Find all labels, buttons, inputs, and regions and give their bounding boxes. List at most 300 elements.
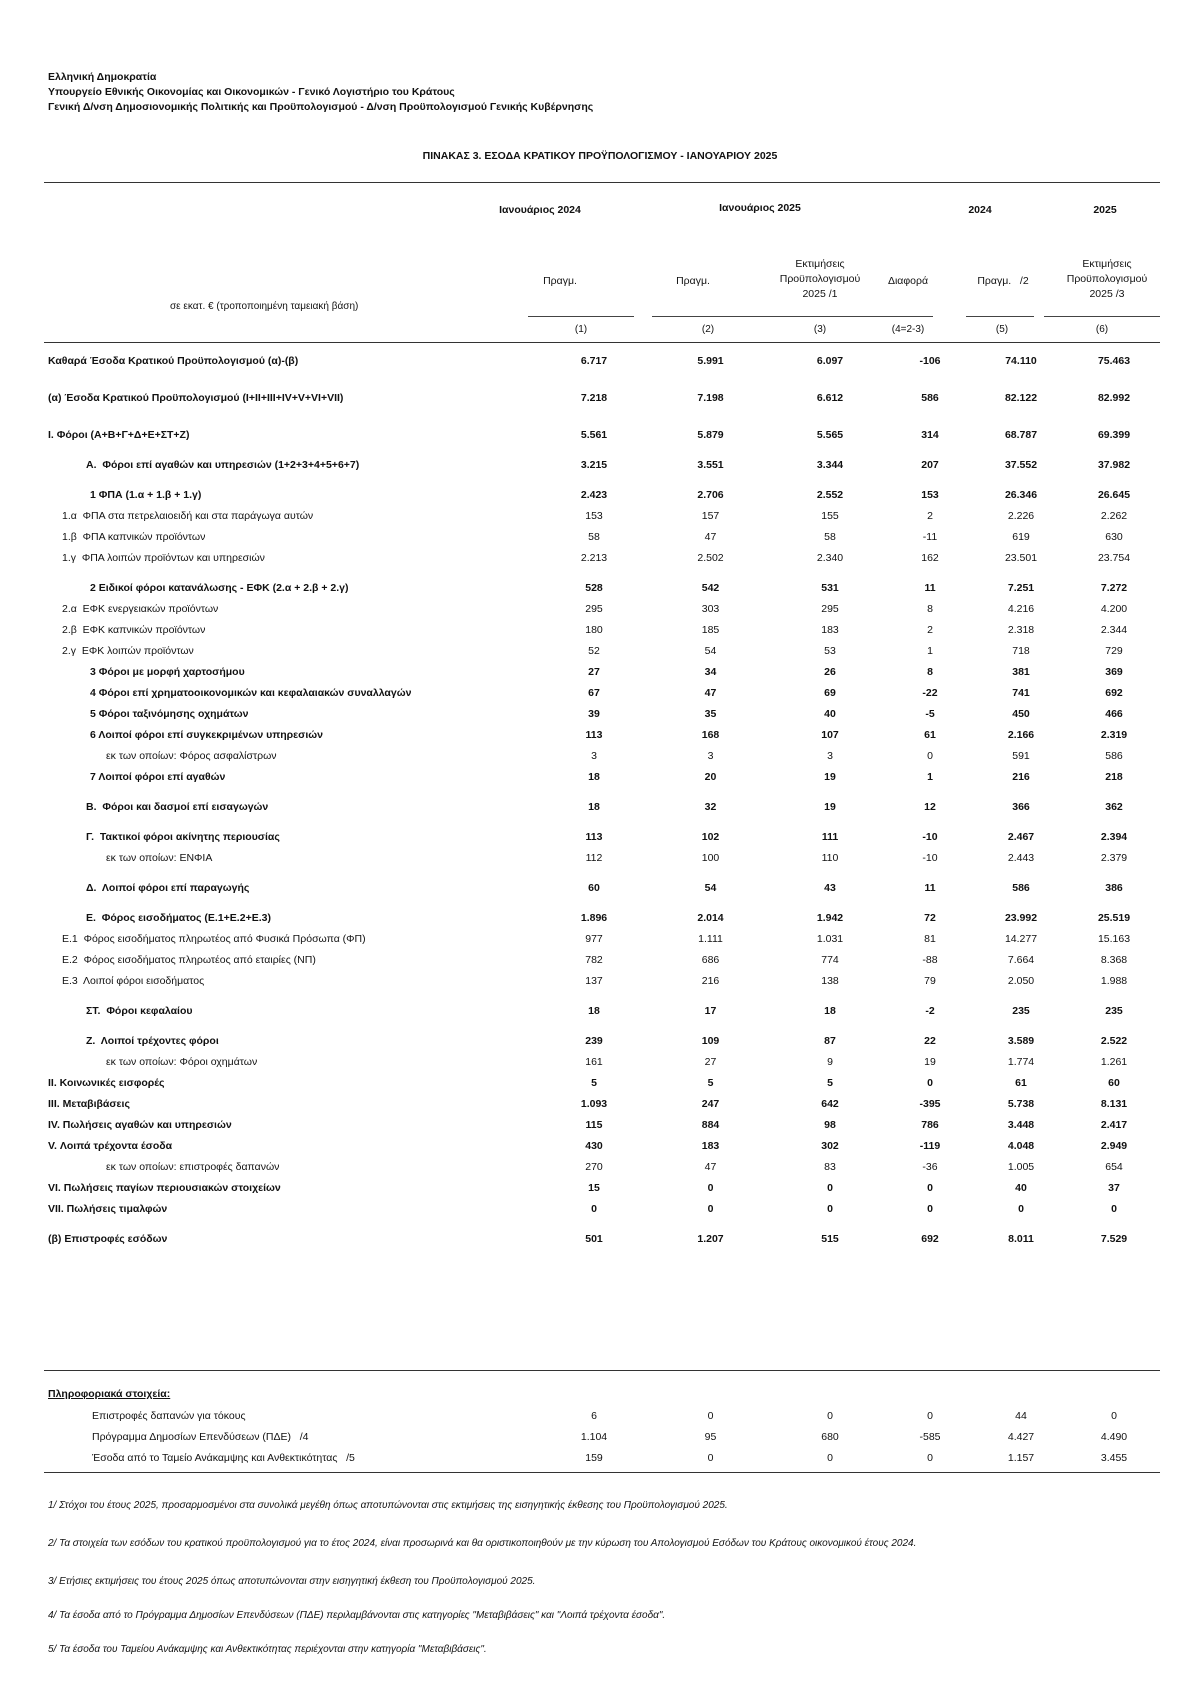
table-row: [44, 1051, 1160, 1072]
value-cell-col1: 0: [591, 1202, 597, 1215]
value-cell-col5: 4.048: [1007, 1139, 1035, 1152]
value-cell-col4: -10: [922, 830, 938, 843]
value-cell-col4: -5: [925, 707, 935, 720]
footnote-2: 2/ Τα στοιχεία των εσόδων του κρατικού προϋπολογισμού για το έτος 2024, είναι προσωρινά και θα οριστικοποιηθούν με την κύρωση του Απολογισμού Εσόδων του Κράτους οικονομικού έτους 2024.: [48, 1538, 917, 1549]
value-cell-col6: 2.949: [1100, 1139, 1128, 1152]
value-cell-col3: 295: [821, 602, 839, 615]
value-cell-col1: 7.218: [580, 391, 608, 404]
value-cell-col6: 75.463: [1097, 354, 1131, 367]
table-row: [44, 877, 1160, 898]
value-cell-col6: 26.645: [1097, 488, 1131, 501]
value-cell-col4: 0: [927, 1076, 933, 1089]
info-value-col4: 0: [927, 1409, 933, 1422]
row-label: (α) Έσοδα Κρατικού Προϋπολογισμού (I+II+III+IV+V+VI+VII): [48, 391, 344, 404]
info-value-col6: 4.490: [1100, 1430, 1128, 1443]
value-cell-col3: 110: [821, 851, 839, 864]
value-cell-col1: 2.423: [580, 488, 608, 501]
value-cell-col6: 630: [1105, 530, 1123, 543]
value-cell-col6: 1.988: [1100, 974, 1128, 987]
value-cell-col3: 111: [821, 830, 839, 843]
info-value-col1: 159: [585, 1451, 603, 1464]
value-cell-col5: 619: [1012, 530, 1030, 543]
value-cell-col2: 17: [704, 1004, 717, 1017]
value-cell-col1: 782: [585, 953, 603, 966]
value-cell-col5: 5.738: [1007, 1097, 1035, 1110]
table-row: [44, 703, 1160, 724]
value-cell-col4: 0: [927, 749, 933, 762]
table-row: [44, 724, 1160, 745]
value-cell-col1: 239: [585, 1034, 603, 1047]
row-spacer: [44, 817, 1160, 826]
value-cell-col1: 1.896: [580, 911, 608, 924]
table-row: [44, 949, 1160, 970]
value-cell-col3: 19: [824, 770, 836, 783]
footnote-1: 1/ Στόχοι του έτους 2025, προσαρμοσμένοι στα συνολικά μεγέθη όπως αποτυπώνονται στις εκτιμήσεις της εισηγητικής έκθεσης του Προϋπολογισμού 2025.: [48, 1500, 728, 1511]
value-cell-col5: 82.122: [1004, 391, 1038, 404]
value-cell-col4: 0: [927, 1202, 933, 1215]
col-code-3: (3): [813, 324, 827, 335]
value-cell-col5: 366: [1012, 800, 1030, 813]
value-cell-col4: 786: [921, 1118, 939, 1131]
value-cell-col6: 729: [1105, 644, 1123, 657]
value-cell-col4: 162: [921, 551, 939, 564]
value-cell-col1: 18: [588, 1004, 600, 1017]
value-cell-col5: 741: [1012, 686, 1030, 699]
value-cell-col6: 466: [1105, 707, 1123, 720]
table-row: [44, 745, 1160, 766]
value-cell-col2: 109: [701, 1034, 720, 1047]
table-row: [44, 1228, 1160, 1249]
value-cell-col3: 1.031: [816, 932, 844, 945]
table-row: [44, 454, 1160, 475]
value-cell-col2: 185: [701, 623, 720, 636]
row-label: 4 Φόροι επί χρηματοοικονομικών και κεφαλαιακών συναλλαγών: [90, 686, 412, 699]
value-cell-col3: 2.552: [816, 488, 844, 501]
value-cell-col4: 153: [921, 488, 939, 501]
value-cell-col6: 2.262: [1100, 509, 1128, 522]
value-cell-col6: 7.272: [1100, 581, 1128, 594]
value-cell-col6: 586: [1105, 749, 1123, 762]
row-label: II. Κοινωνικές εισφορές: [48, 1076, 165, 1089]
col-header-5: Πραγμ. /2: [977, 275, 1029, 287]
value-cell-col2: 3: [707, 749, 714, 762]
value-cell-col5: 37.552: [1004, 458, 1038, 471]
value-cell-col2: 542: [701, 581, 720, 594]
info-top-rule: [44, 1370, 1160, 1371]
value-cell-col6: 362: [1105, 800, 1123, 813]
value-cell-col2: 0: [707, 1202, 714, 1215]
value-cell-col2: 47: [704, 1160, 717, 1173]
row-spacer: [44, 868, 1160, 877]
header-bottom-rule: [44, 342, 1160, 343]
row-label: Ε.2 Φόρος εισοδήματος πληρωτέος από εταιρίες (ΝΠ): [62, 953, 316, 966]
organization-header: [48, 70, 593, 115]
value-cell-col6: 235: [1105, 1004, 1123, 1017]
info-value-col3: 0: [827, 1451, 833, 1464]
row-label: 7 Λοιποί φόροι επί αγαθών: [90, 770, 226, 783]
header-underline: [528, 316, 634, 317]
value-cell-col2: 2.502: [697, 551, 724, 564]
value-cell-col6: 15.163: [1097, 932, 1131, 945]
value-cell-col2: 32: [704, 800, 717, 813]
value-cell-col2: 5: [707, 1076, 714, 1089]
value-cell-col2: 686: [701, 953, 720, 966]
value-cell-col3: 98: [824, 1118, 836, 1131]
value-cell-col3: 69: [824, 686, 836, 699]
info-value-col2: 0: [707, 1451, 714, 1464]
value-cell-col4: -106: [919, 354, 941, 367]
value-cell-col4: -88: [922, 953, 938, 966]
value-cell-col4: 1: [927, 770, 933, 783]
value-cell-col3: 183: [821, 623, 839, 636]
value-cell-col4: 11: [924, 881, 936, 894]
col-header-6-line: Εκτιμήσεις: [1082, 258, 1132, 270]
info-value-col5: 1.157: [1007, 1451, 1035, 1464]
value-cell-col5: 40: [1015, 1181, 1027, 1194]
col-header-3-line: Εκτιμήσεις: [795, 258, 845, 270]
top-rule: [44, 182, 1160, 183]
value-cell-col4: 207: [921, 458, 939, 471]
col-header-6-line: Προϋπολογισμού: [1066, 273, 1148, 285]
value-cell-col4: 314: [921, 428, 939, 441]
table-row: [44, 526, 1160, 547]
value-cell-col1: 153: [585, 509, 603, 522]
table-row: [44, 826, 1160, 847]
value-cell-col1: 112: [585, 851, 603, 864]
value-cell-col1: 501: [585, 1232, 603, 1245]
value-cell-col2: 54: [704, 881, 717, 894]
value-cell-col1: 5: [591, 1076, 597, 1089]
row-label: 5 Φόροι ταξινόμησης οχημάτων: [90, 707, 249, 720]
value-cell-col5: 3.448: [1007, 1118, 1035, 1131]
value-cell-col1: 137: [585, 974, 603, 987]
info-value-col6: 3.455: [1100, 1451, 1128, 1464]
value-cell-col1: 161: [585, 1055, 603, 1068]
value-cell-col1: 6.717: [580, 354, 608, 367]
info-row-label: Επιστροφές δαπανών για τόκους: [92, 1409, 246, 1422]
value-cell-col2: 1.207: [697, 1232, 724, 1245]
value-cell-col2: 7.198: [697, 391, 724, 404]
value-cell-col4: 22: [924, 1034, 936, 1047]
value-cell-col6: 692: [1105, 686, 1123, 699]
value-cell-col3: 642: [821, 1097, 839, 1110]
value-cell-col1: 27: [588, 665, 600, 678]
value-cell-col5: 235: [1012, 1004, 1030, 1017]
table-row: [44, 1000, 1160, 1021]
table-row: [44, 661, 1160, 682]
row-label: 6 Λοιποί φόροι επί συγκεκριμένων υπηρεσιών: [90, 728, 323, 741]
value-cell-col6: 654: [1105, 1160, 1123, 1173]
col-header-4: Διαφορά: [887, 275, 929, 287]
table-row: [44, 766, 1160, 787]
value-cell-col1: 430: [585, 1139, 603, 1152]
col-group-jan2025: Ιανουάριος 2025: [719, 202, 801, 214]
value-cell-col3: 515: [821, 1232, 839, 1245]
value-cell-col2: 54: [704, 644, 717, 657]
row-spacer: [44, 408, 1160, 424]
value-cell-col1: 3.215: [580, 458, 608, 471]
value-cell-col4: -11: [922, 530, 938, 543]
table-row: [44, 619, 1160, 640]
value-cell-col4: -2: [925, 1004, 935, 1017]
value-cell-col5: 2.166: [1007, 728, 1035, 741]
row-label: εκ των οποίων: επιστροφές δαπανών: [106, 1160, 280, 1173]
col-header-3: [760, 257, 880, 302]
table-row: [44, 547, 1160, 568]
value-cell-col4: 19: [924, 1055, 936, 1068]
value-cell-col4: 61: [924, 728, 936, 741]
col-code-2: (2): [701, 324, 715, 335]
row-label: 2 Ειδικοί φόροι κατανάλωσης - ΕΦΚ (2.α + 2.β + 2.γ): [90, 581, 349, 594]
value-cell-col6: 2.522: [1100, 1034, 1128, 1047]
value-cell-col3: 58: [824, 530, 836, 543]
value-cell-col3: 83: [824, 1160, 836, 1173]
value-cell-col3: 5: [827, 1076, 833, 1089]
value-cell-col4: -36: [922, 1160, 938, 1173]
value-cell-col1: 67: [588, 686, 600, 699]
row-label: Δ. Λοιποί φόροι επί παραγωγής: [86, 881, 250, 894]
row-label: Ζ. Λοιποί τρέχοντες φόροι: [86, 1034, 219, 1047]
value-cell-col5: 381: [1012, 665, 1030, 678]
value-cell-col1: 5.561: [580, 428, 608, 441]
value-cell-col2: 34: [704, 665, 717, 678]
table-row: [44, 1030, 1160, 1051]
value-cell-col2: 157: [701, 509, 720, 522]
col-group-2024: 2024: [968, 204, 992, 216]
value-cell-col4: 2: [927, 509, 933, 522]
header-underline: [966, 316, 1034, 317]
table-row: [44, 928, 1160, 949]
row-label: εκ των οποίων: Φόροι οχημάτων: [106, 1055, 258, 1068]
info-table: [44, 1405, 1160, 1468]
table-row: [44, 387, 1160, 408]
col-header-3-line: Προϋπολογισμού: [779, 273, 861, 285]
value-cell-col2: 100: [701, 851, 720, 864]
value-cell-col4: -10: [922, 851, 938, 864]
info-row-label: Πρόγραμμα Δημοσίων Επενδύσεων (ΠΔΕ) /4: [92, 1430, 309, 1443]
row-spacer: [44, 445, 1160, 454]
value-cell-col6: 2.344: [1100, 623, 1128, 636]
row-spacer: [44, 1021, 1160, 1030]
value-cell-col4: 81: [924, 932, 936, 945]
row-label: 2.γ ΕΦΚ λοιπών προϊόντων: [62, 644, 194, 657]
footnote-5: 5/ Τα έσοδα του Ταμείου Ανάκαμψης και Ανθεκτικότητας περιέχονται στην κατηγορία "Μεταβιβάσεις".: [48, 1644, 487, 1655]
row-label: V. Λοιπά τρέχοντα έσοδα: [48, 1139, 173, 1152]
row-label: Καθαρά Έσοδα Κρατικού Προϋπολογισμού (α)-(β): [48, 354, 299, 367]
info-value-col3: 0: [827, 1409, 833, 1422]
row-label: Β. Φόροι και δασμοί επί εισαγωγών: [86, 800, 269, 813]
value-cell-col5: 2.318: [1007, 623, 1035, 636]
value-cell-col3: 138: [821, 974, 839, 987]
unit-label: σε εκατ. € (τροποποιημένη ταμειακή βάση): [170, 301, 359, 312]
col-header-1: Πραγμ.: [543, 275, 577, 287]
value-cell-col5: 7.664: [1007, 953, 1035, 966]
value-cell-col1: 3: [591, 749, 597, 762]
row-label: 1.γ ΦΠΑ λοιπών προϊόντων και υπηρεσιών: [62, 551, 265, 564]
value-cell-col3: 531: [821, 581, 839, 594]
value-cell-col2: 216: [701, 974, 720, 987]
value-cell-col4: 586: [921, 391, 939, 404]
row-label: 1.α ΦΠΑ στα πετρελαιοειδή και στα παράγωγα αυτών: [62, 509, 314, 522]
value-cell-col6: 25.519: [1097, 911, 1131, 924]
value-cell-col1: 18: [588, 770, 600, 783]
value-cell-col1: 113: [585, 728, 603, 741]
value-cell-col4: 11: [924, 581, 936, 594]
value-cell-col1: 977: [585, 932, 603, 945]
value-cell-col3: 26: [824, 665, 836, 678]
value-cell-col5: 23.992: [1004, 911, 1038, 924]
value-cell-col4: -395: [919, 1097, 941, 1110]
col-header-6: [1047, 257, 1167, 302]
value-cell-col2: 47: [704, 686, 717, 699]
value-cell-col2: 183: [701, 1139, 720, 1152]
row-spacer: [44, 787, 1160, 796]
value-cell-col3: 5.565: [816, 428, 844, 441]
info-value-col4: -585: [919, 1430, 941, 1443]
table-row: [44, 907, 1160, 928]
value-cell-col1: 295: [585, 602, 603, 615]
value-cell-col3: 2.340: [816, 551, 844, 564]
value-cell-col6: 8.131: [1100, 1097, 1128, 1110]
value-cell-col4: 0: [927, 1181, 933, 1194]
value-cell-col6: 69.399: [1097, 428, 1131, 441]
value-cell-col4: 1: [927, 644, 933, 657]
value-cell-col5: 8.011: [1008, 1232, 1034, 1245]
table-row: [44, 505, 1160, 526]
value-cell-col1: 60: [588, 881, 600, 894]
value-cell-col2: 1.111: [698, 932, 723, 945]
value-cell-col6: 2.319: [1100, 728, 1128, 741]
value-cell-col5: 591: [1012, 749, 1030, 762]
value-cell-col2: 35: [704, 707, 717, 720]
table-row: [44, 350, 1160, 371]
value-cell-col1: 180: [585, 623, 603, 636]
value-cell-col2: 47: [704, 530, 717, 543]
value-cell-col5: 2.443: [1007, 851, 1035, 864]
value-cell-col6: 8.368: [1100, 953, 1128, 966]
value-cell-col3: 3.344: [816, 458, 844, 471]
org-line: Γενική Δ/νση Δημοσιονομικής Πολιτικής και Προϋπολογισμού - Δ/νση Προϋπολογισμού Γενικής Κυβέρνησης: [48, 101, 594, 113]
value-cell-col6: 37: [1108, 1181, 1120, 1194]
value-cell-col5: 586: [1012, 881, 1030, 894]
value-cell-col6: 4.200: [1100, 602, 1128, 615]
org-line: Υπουργείο Εθνικής Οικονομίας και Οικονομικών - Γενικό Λογιστήριο του Κράτους: [48, 86, 455, 98]
value-cell-col1: 270: [585, 1160, 603, 1173]
value-cell-col3: 6.097: [816, 354, 844, 367]
value-cell-col1: 113: [585, 830, 603, 843]
row-label: III. Μεταβιβάσεις: [48, 1097, 130, 1110]
value-cell-col3: 18: [824, 1004, 836, 1017]
value-cell-col1: 58: [588, 530, 600, 543]
row-label: I. Φόροι (Α+Β+Γ+Δ+Ε+ΣΤ+Ζ): [48, 428, 190, 441]
table-row: [44, 1093, 1160, 1114]
value-cell-col5: 14.277: [1004, 932, 1038, 945]
value-cell-col2: 247: [701, 1097, 720, 1110]
table-row: [44, 796, 1160, 817]
table-row: [44, 682, 1160, 703]
header-underline: [652, 316, 933, 317]
info-row: [44, 1426, 1160, 1447]
table-row: [44, 970, 1160, 991]
row-label: Α. Φόροι επί αγαθών και υπηρεσιών (1+2+3+4+5+6+7): [86, 458, 360, 471]
value-cell-col2: 303: [701, 602, 720, 615]
value-cell-col5: 4.216: [1007, 602, 1035, 615]
header-underline: [1044, 316, 1160, 317]
table-row: [44, 1072, 1160, 1093]
value-cell-col2: 168: [701, 728, 720, 741]
col-code-6: (6): [1095, 324, 1109, 335]
value-cell-col6: 2.394: [1100, 830, 1128, 843]
table-row: [44, 1156, 1160, 1177]
value-cell-col1: 1.093: [580, 1097, 608, 1110]
value-cell-col2: 5.991: [697, 354, 724, 367]
value-cell-col2: 102: [701, 830, 720, 843]
value-cell-col3: 0: [827, 1181, 833, 1194]
value-cell-col5: 23.501: [1004, 551, 1038, 564]
value-cell-col2: 3.551: [697, 458, 724, 471]
value-cell-col5: 216: [1012, 770, 1030, 783]
table-row: [44, 1198, 1160, 1219]
table-row: [44, 424, 1160, 445]
footnote-4: 4/ Τα έσοδα από το Πρόγραμμα Δημοσίων Επενδύσεων (ΠΔΕ) περιλαμβάνονται στις κατηγορίες "Μεταβιβάσεις" και "Λοιπά τρέχοντα έσοδα".: [48, 1610, 666, 1621]
table-row: [44, 1135, 1160, 1156]
row-label: 3 Φόροι με μορφή χαρτοσήμου: [90, 665, 245, 678]
value-cell-col3: 43: [824, 881, 836, 894]
row-label: Γ. Τακτικοί φόροι ακίνητης περιουσίας: [86, 830, 280, 843]
value-cell-col3: 40: [824, 707, 836, 720]
value-cell-col6: 218: [1105, 770, 1123, 783]
value-cell-col3: 87: [824, 1034, 836, 1047]
info-row-label: Έσοδα από το Ταμείο Ανάκαμψης και Ανθεκτικότητας /5: [92, 1451, 355, 1464]
col-code-4: (4=2-3): [891, 324, 925, 335]
info-bottom-rule: [44, 1472, 1160, 1473]
value-cell-col4: 72: [924, 911, 936, 924]
value-cell-col2: 2.014: [697, 911, 724, 924]
table-row: [44, 1114, 1160, 1135]
info-value-col2: 0: [707, 1409, 714, 1422]
value-cell-col2: 27: [704, 1055, 717, 1068]
value-cell-col5: 7.251: [1007, 581, 1035, 594]
value-cell-col3: 19: [824, 800, 836, 813]
value-cell-col6: 37.982: [1097, 458, 1131, 471]
col-group-jan2024: Ιανουάριος 2024: [499, 204, 581, 216]
value-cell-col3: 107: [821, 728, 839, 741]
row-label: (β) Επιστροφές εσόδων: [48, 1232, 168, 1245]
value-cell-col4: 8: [927, 602, 933, 615]
value-cell-col2: 5.879: [697, 428, 724, 441]
row-spacer: [44, 475, 1160, 484]
value-cell-col3: 155: [821, 509, 839, 522]
col-header-2: Πραγμ.: [676, 275, 710, 287]
col-group-2025: 2025: [1093, 204, 1117, 216]
value-cell-col1: 52: [588, 644, 600, 657]
value-cell-col1: 115: [585, 1118, 603, 1131]
info-row: [44, 1447, 1160, 1468]
value-cell-col4: 692: [921, 1232, 939, 1245]
value-cell-col4: 79: [924, 974, 936, 987]
value-cell-col1: 18: [588, 800, 600, 813]
value-cell-col3: 3: [827, 749, 833, 762]
info-value-col3: 680: [821, 1430, 839, 1443]
revenue-table: [44, 350, 1160, 1249]
row-spacer: [44, 568, 1160, 577]
value-cell-col3: 9: [827, 1055, 833, 1068]
row-label: 1 ΦΠΑ (1.α + 1.β + 1.γ): [90, 488, 202, 501]
info-value-col1: 1.104: [580, 1430, 608, 1443]
value-cell-col4: 2: [927, 623, 933, 636]
value-cell-col6: 2.417: [1100, 1118, 1128, 1131]
table-title: ΠΙΝΑΚΑΣ 3. ΕΣΟΔΑ ΚΡΑΤΙΚΟΥ ΠΡΟΫΠΟΛΟΓΙΣΜΟΥ - ΙΑΝΟΥΑΡΙΟΥ 2025: [422, 150, 778, 162]
